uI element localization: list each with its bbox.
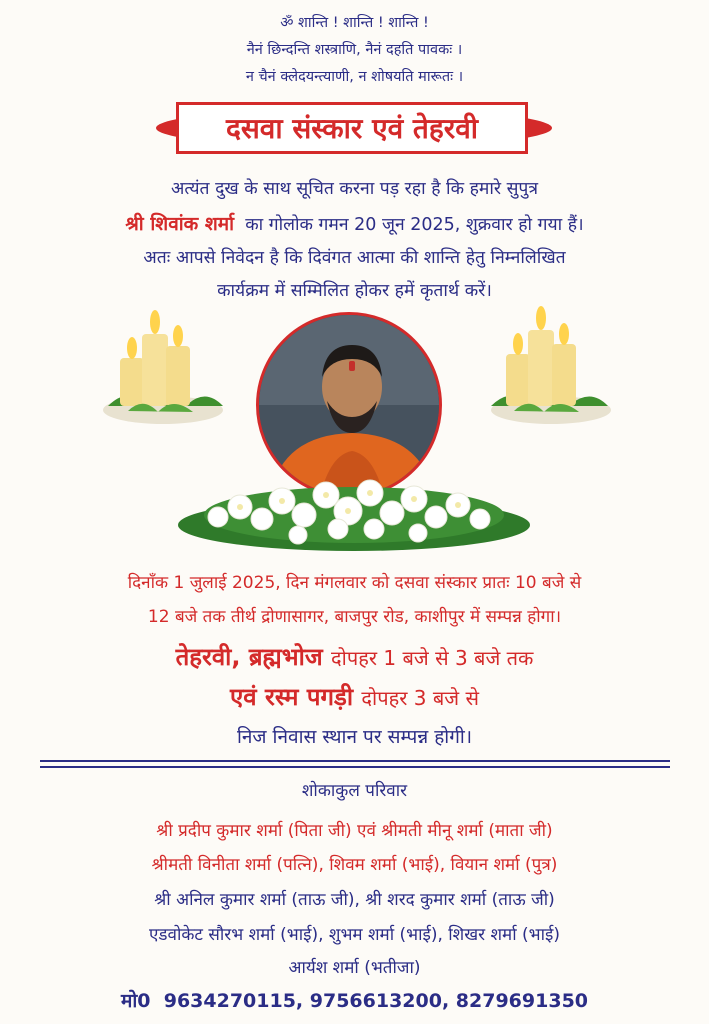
message-line-2-rest: का गोलोक गमन 20 जून 2025, शुक्रवार हो गया हैं। <box>245 215 584 235</box>
family-line-5: आर्यश शर्मा (भतीजा) <box>288 958 421 978</box>
shloka-line-1: ॐ शान्ति ! शान्ति ! शान्ति ! <box>280 15 429 31</box>
family-heading: शोकाकुल परिवार <box>301 781 408 801</box>
message-line-1: अत्यंत दुख के साथ सूचित करना पड़ रहा है कि हमारे सुपुत्र <box>170 179 539 199</box>
event-venue: निज निवास स्थान पर सम्पन्न होगी। <box>236 726 473 748</box>
event-line-1: दिनाँक 1 जुलाई 2025, दिन मंगलवार को दसवा संस्कार प्रातः 10 बजे से <box>127 573 582 593</box>
divider-bottom <box>40 766 670 768</box>
pagdi-label: एवं रस्म पगड़ी <box>230 683 354 711</box>
message-line-4: कार्यक्रम में सम्मिलित होकर हमें कृतार्थ करें। <box>217 281 492 301</box>
tehrvi-time: दोपहर 1 बजे से 3 बजे तक <box>331 646 534 670</box>
candles-left-icon <box>98 306 228 426</box>
event-pagdi-line <box>0 680 709 713</box>
event-line-2: 12 बजे तक तीर्थ द्रोणासागर, बाजपुर रोड, काशीपुर में सम्पन्न होगा। <box>147 607 562 627</box>
contact-line <box>0 987 709 1013</box>
family-line-2: श्रीमती विनीता शर्मा (पत्नि), शिवम शर्मा (भाई), वियान शर्मा (पुत्र) <box>151 855 558 875</box>
contact-numbers: 9634270115, 9756613200, 8279691350 <box>163 990 589 1012</box>
contact-label: मो0 <box>120 990 151 1012</box>
family-line-3: श्री अनिल कुमार शर्मा (ताऊ जी), श्री शरद कुमार शर्मा (ताऊ जी) <box>154 890 555 910</box>
event-tehrvi-line <box>0 640 709 673</box>
message-line-3: अतः आपसे निवेदन है कि दिवंगत आत्मा की शान्ति हेतु निम्नलिखित <box>143 248 566 268</box>
title-banner <box>156 102 552 158</box>
shloka-line-3: न चैनं क्लेदयन्त्याणी, न शोषयति मारूतः । <box>245 69 464 85</box>
flowers-icon <box>178 455 530 555</box>
divider-top <box>40 760 670 762</box>
banner-box <box>176 102 528 154</box>
page-title: दसवा संस्कार एवं तेहरवी <box>225 112 479 145</box>
family-line-4: एडवोकेट सौरभ शर्मा (भाई), शुभम शर्मा (भाई), शिखर शर्मा (भाई) <box>149 925 560 945</box>
tehrvi-label: तेहरवी, ब्रह्मभोज <box>175 643 323 671</box>
deceased-name: श्री शिवांक शर्मा <box>125 213 235 235</box>
candles-right-icon <box>486 306 616 426</box>
pagdi-time: दोपहर 3 बजे से <box>361 686 479 710</box>
message-line-2 <box>0 210 709 236</box>
shloka-line-2: नैनं छिन्दन्ति शस्त्राणि, नैनं दहति पावकः । <box>246 42 463 58</box>
family-line-1: श्री प्रदीप कुमार शर्मा (पिता जी) एवं श्रीमती मीनू शर्मा (माता जी) <box>156 821 553 841</box>
